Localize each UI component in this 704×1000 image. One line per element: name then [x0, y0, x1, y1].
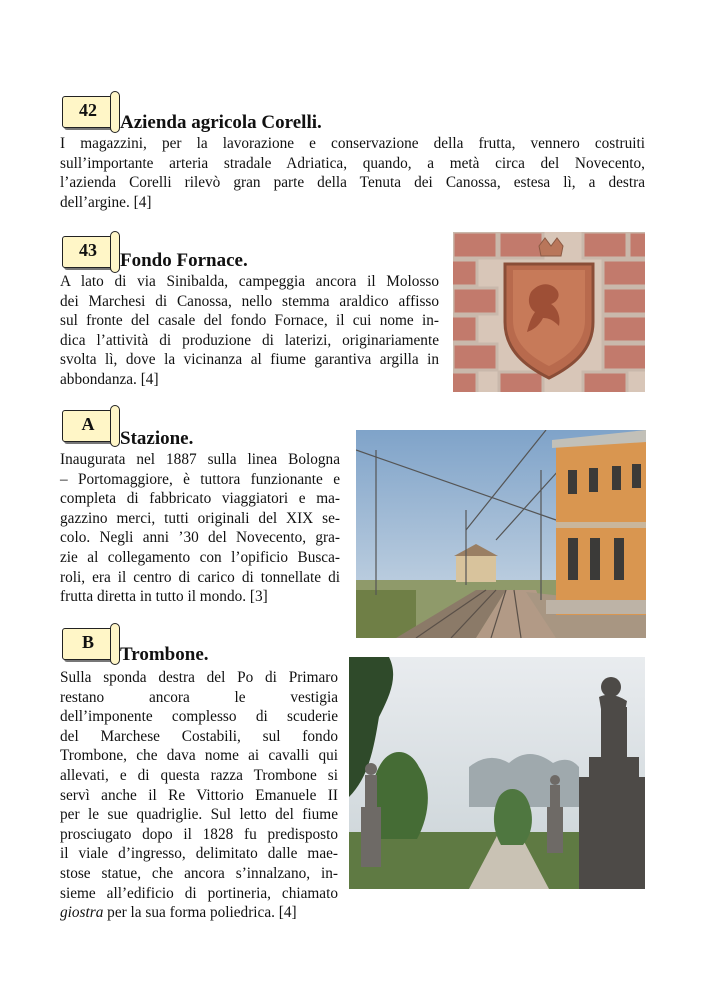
body-line: I magazzini, per la lavorazione e conservazione della frutta, vennero costruiti — [60, 135, 645, 152]
trombone-photo — [349, 657, 645, 889]
body-line: completa di fabbricato viaggiatori e ma- — [60, 490, 340, 508]
body-line: Inaugurata nel 1887 sulla linea Bologna — [60, 451, 340, 468]
scroll-curl-icon — [110, 231, 120, 273]
body-line: stose statue, che ancora s’innalzano, in- — [60, 864, 338, 882]
scroll-curl-icon — [110, 623, 120, 665]
scroll-curl-icon — [110, 405, 120, 447]
body-line: servì anche il Re Vittorio Emanuele II — [60, 786, 338, 804]
entry-title: Trombone. — [120, 644, 209, 665]
entry-a — [60, 408, 340, 608]
body-line: Sulla sponda destra del Po di Primaro — [60, 669, 338, 686]
station-image — [356, 430, 646, 638]
entry-badge — [62, 410, 114, 442]
entry-body — [60, 450, 340, 607]
entry-43 — [60, 234, 440, 394]
body-line: allevati, e di questa razza Trombone si — [60, 766, 338, 784]
body-line: prosciugato dopo il 1828 fu predisposto — [60, 825, 338, 843]
body-line-rest: per la sua forma poliedrica. [4] — [103, 904, 297, 922]
entry-body — [60, 272, 439, 390]
body-line: zie al collegamento con l’opificio Busca- — [60, 548, 340, 566]
body-line: l’azienda Corelli rilevò gran parte della Tenuta dei Canossa, estesa lì, a destra — [60, 174, 645, 192]
station-photo — [356, 430, 646, 638]
badge-number: B — [81, 632, 94, 652]
body-line: dell’imponente complesso di scuderie — [60, 708, 338, 726]
body-line — [60, 903, 338, 923]
body-line: abbondanza. [4] — [60, 370, 159, 388]
body-line: colo. Negli anni ’30 del Novecento, gra- — [60, 529, 340, 547]
entry-badge — [62, 236, 114, 268]
body-line: per le sue quadriglie. Sul letto del fiume — [60, 806, 338, 824]
italic-word: giostra — [60, 904, 104, 922]
entry-body — [60, 134, 645, 212]
entry-title: Stazione. — [120, 428, 194, 449]
entry-title: Azienda agricola Corelli. — [120, 112, 322, 133]
body-line: gazzino merci, tutti originali del XIX se- — [60, 509, 340, 527]
badge-number: A — [81, 414, 95, 434]
body-line: sieme all’edificio di portineria, chiamato — [60, 884, 338, 902]
scroll-curl-icon — [110, 91, 120, 133]
body-line: svolta lì, dove la vicinanza al fiume garantiva argilla in — [60, 351, 439, 369]
coat-of-arms-image — [453, 232, 645, 392]
body-line: dica l’attività di produzione di laterizi, originariamente — [60, 331, 439, 349]
body-line: il viale d’ingresso, delimitato dalle mae- — [60, 845, 338, 863]
body-line: dell’argine. [4] — [60, 193, 152, 211]
entry-b — [60, 626, 338, 926]
badge-number: 42 — [79, 100, 97, 120]
entry-badge — [62, 96, 114, 128]
body-line: sul fronte del casale del fondo Fornace, il cui nome in- — [60, 312, 439, 330]
body-line: frutta diretta in tutto il mondo. [3] — [60, 588, 268, 606]
entry-42 — [60, 94, 645, 214]
body-line: restano ancora le vestigia — [60, 688, 338, 706]
trombone-image — [349, 657, 645, 889]
entry-title: Fondo Fornace. — [120, 250, 248, 271]
body-line: roli, era il centro di carico di tonnellate di — [60, 568, 340, 586]
entry-badge — [62, 628, 114, 660]
badge-number: 43 — [79, 240, 97, 260]
entry-body — [60, 668, 338, 923]
body-line: Trombone, che dava nome ai cavalli qui — [60, 747, 338, 765]
coat-of-arms-photo — [453, 232, 645, 392]
body-line: del Marchese Costabili, sul fondo — [60, 727, 338, 745]
body-line: – Portomaggiore, è tuttora funzionante e — [60, 470, 340, 488]
body-line: A lato di via Sinibalda, campeggia ancora il Molosso — [60, 273, 439, 290]
body-line: dei Marchesi di Canossa, nello stemma araldico affisso — [60, 292, 439, 310]
body-line: sull’importante arteria stradale Adriatica, quando, a metà circa del Novecento, — [60, 154, 645, 172]
